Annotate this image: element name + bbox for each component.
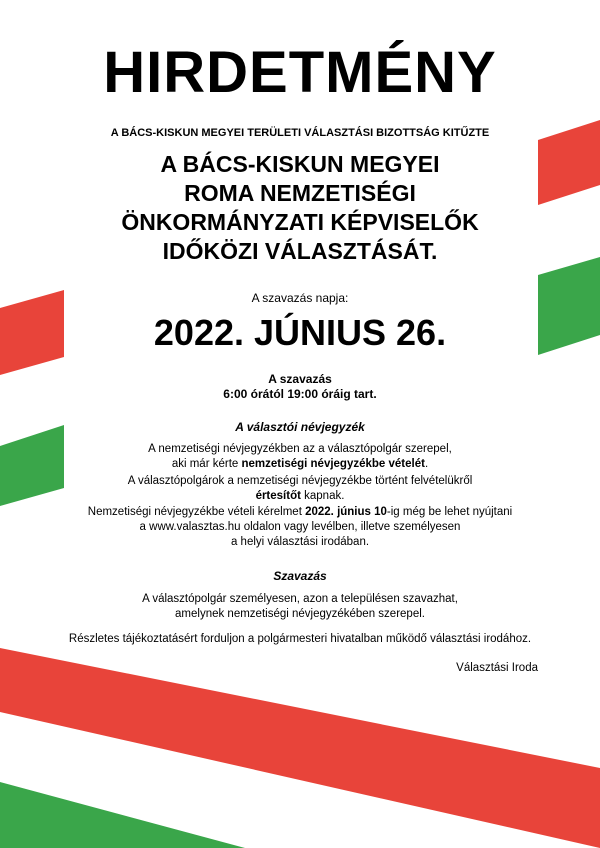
registry-paragraph-3 (0, 505, 600, 550)
text-line: a www.valasztas.hu oldalon vagy levélben, illetve személyesen (139, 521, 461, 533)
voting-hours (0, 372, 600, 402)
text-line: A választópolgárok a nemzetiségi névjegyzékbe történt felvételükről (127, 475, 473, 487)
page-title: HIRDETMÉNY (103, 40, 497, 105)
text-line (0, 489, 600, 504)
headline-line: ÖNKORMÁNYZATI KÉPVISELŐK (121, 209, 479, 235)
voting-hours-line: 6:00 órától 19:00 óráig tart. (223, 387, 377, 401)
headline (0, 150, 600, 266)
voting-date: 2022. JÚNIUS 26. (153, 312, 447, 353)
text-span: kapnak. (300, 490, 345, 502)
text-line: amelynek nemzetiségi névjegyzékében szerepel. (175, 608, 425, 620)
registry-paragraph-1 (0, 442, 600, 472)
text-span: . (424, 458, 429, 470)
issuer-line: A BÁCS-KISKUN MEGYEI TERÜLETI VÁLASZTÁSI BIZOTTSÁG KITŰZTE (110, 127, 490, 139)
info-line: Részletes tájékoztatásért forduljon a polgármesteri hivatalban működő választási irodához. (68, 633, 532, 645)
text-line: A nemzetiségi névjegyzékben az a választópolgár szerepel, (148, 443, 452, 455)
signature: Választási Iroda (456, 662, 538, 674)
text-span: -ig még be lehet nyújtani (386, 506, 513, 518)
bold-text: nemzetiségi névjegyzékbe vételét (241, 458, 425, 470)
text-span: Nemzetiségi névjegyzékbe vételi kérelmet (87, 506, 306, 518)
voting-date-label: A szavazás napja: (251, 291, 349, 305)
headline-line: A BÁCS-KISKUN MEGYEI (160, 151, 440, 177)
text-line: A választópolgár személyesen, azon a településen szavazhat, (142, 593, 458, 605)
text-span: aki már kérte (171, 458, 242, 470)
voting-hours-line: A szavazás (268, 372, 332, 386)
headline-line: IDŐKÖZI VÁLASZTÁSÁT. (162, 238, 438, 264)
registry-paragraph-2 (0, 474, 600, 504)
text-line (0, 505, 600, 520)
registry-section-title: A választói névjegyzék (235, 420, 365, 434)
headline-line: ROMA NEMZETISÉGI (184, 180, 416, 206)
voting-section-title: Szavazás (273, 569, 327, 583)
bold-text: értesítőt (255, 490, 301, 502)
bold-text: 2022. június 10 (305, 506, 387, 518)
text-line (0, 457, 600, 472)
voting-section-paragraph (0, 592, 600, 622)
text-line: a helyi választási irodában. (230, 536, 370, 548)
